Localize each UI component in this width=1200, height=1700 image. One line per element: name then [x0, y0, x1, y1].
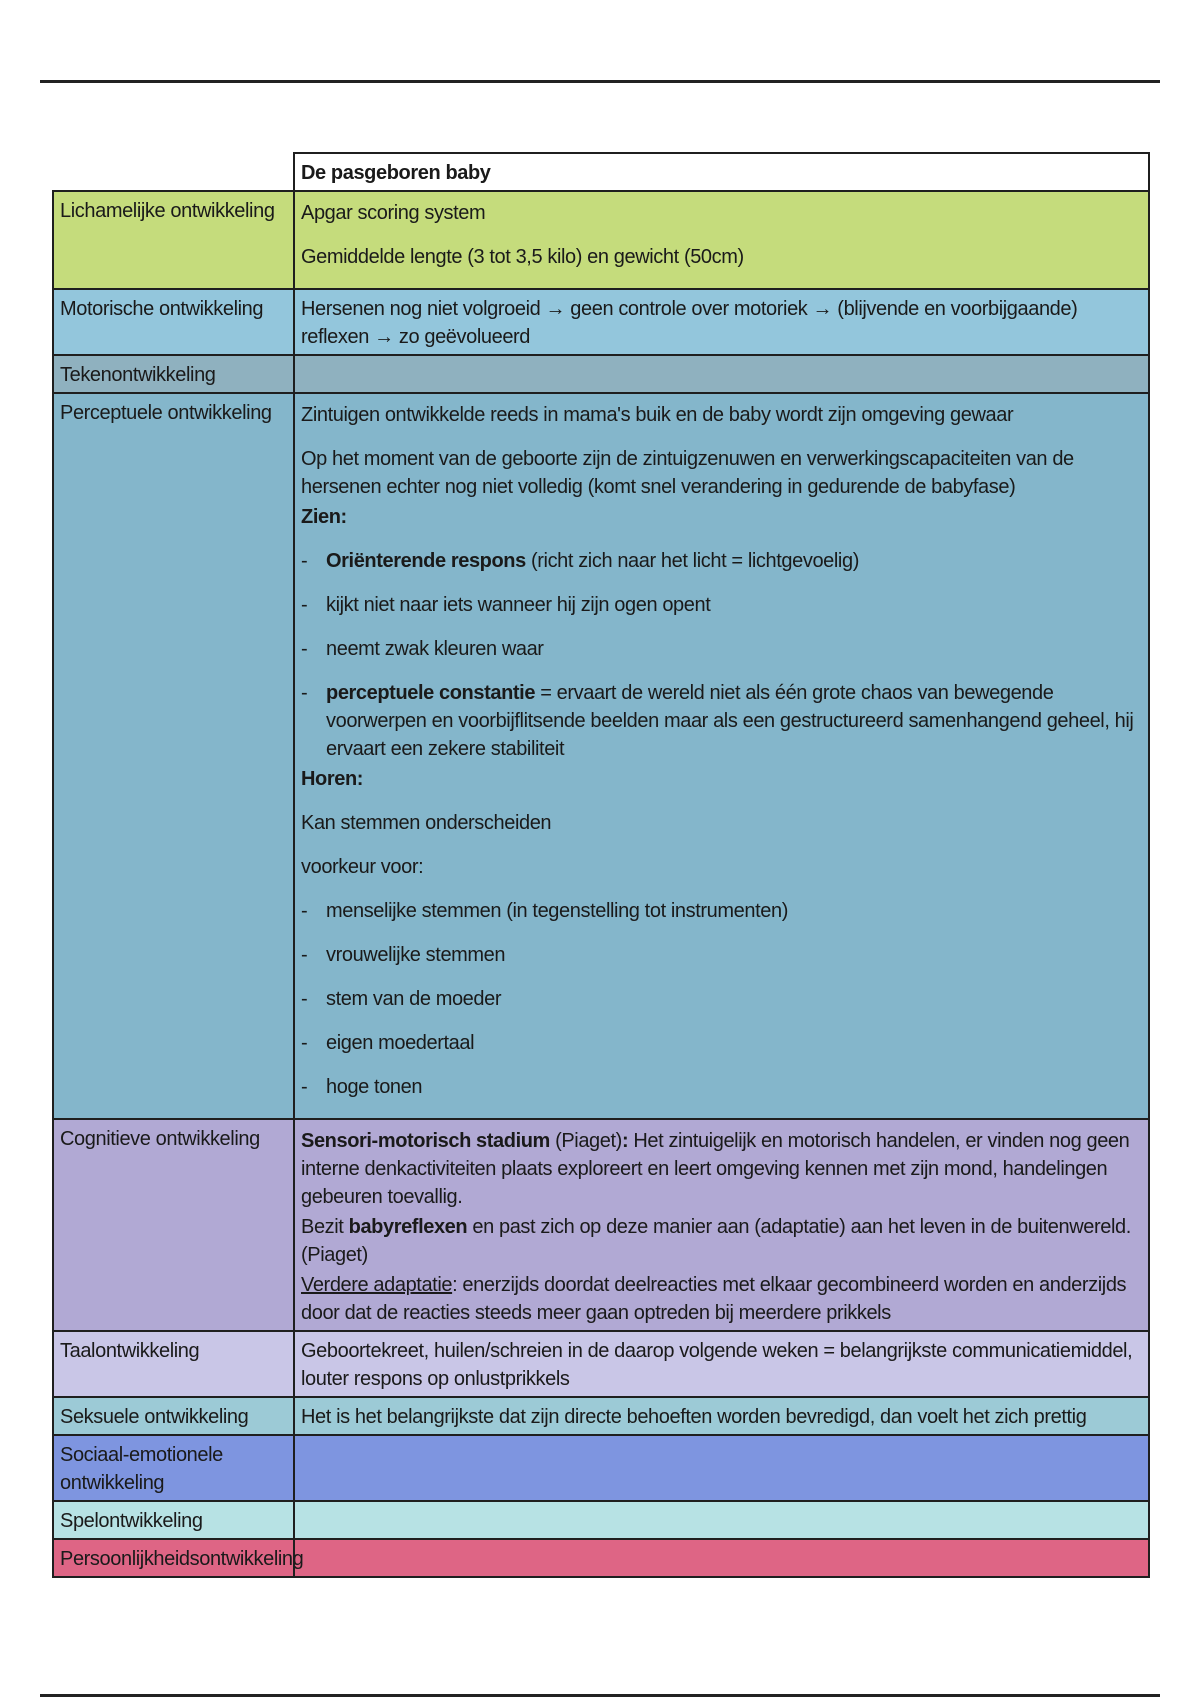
content-paragraph: Bezit babyreflexen en past zich op deze manier aan (adaptatie) aan het leven in de buitenwereld. (Piaget) [301, 1216, 1131, 1266]
content-line: voorkeur voor: [301, 856, 424, 878]
bullet-dash: - [301, 1076, 308, 1098]
row-content [294, 191, 1149, 289]
row-content: Hersenen nog niet volgroeid → geen controle over motoriek → (blijvende en voorbijgaande) reflexen → zo geëvolueerd [294, 289, 1149, 355]
header-corner [53, 153, 294, 191]
row-content-empty [294, 1501, 1149, 1539]
column-title: De pasgeboren baby [294, 153, 1149, 191]
bottom-rule [40, 1694, 1160, 1697]
row-label: Sociaal-emotionele ontwikkeling [53, 1435, 294, 1501]
list-item: - kijkt niet naar iets wanneer hij zijn ogen opent [301, 589, 1142, 633]
bullet-dash: - [301, 944, 308, 966]
row-content-empty [294, 1539, 1149, 1577]
row-spel [53, 1501, 1149, 1539]
content-line: Zintuigen ontwikkelde reeds in mama's buik en de baby wordt zijn omgeving gewaar [301, 404, 1014, 426]
row-label: Taalontwikkeling [53, 1331, 294, 1397]
row-taal [53, 1331, 1149, 1397]
list-item: - neemt zwak kleuren waar [301, 633, 1142, 677]
row-label: Tekenontwikkeling [53, 355, 294, 393]
bold-term: Sensori-motorisch stadium [301, 1130, 550, 1152]
bullet-dash: - [301, 900, 308, 922]
row-label: Cognitieve ontwikkeling [53, 1119, 294, 1331]
row-content: Geboortekreet, huilen/schreien in de daarop volgende weken = belangrijkste communicatiemiddel, louter respons op onlustprikkels [294, 1331, 1149, 1397]
list-item: - Oriënterende respons (richt zich naar het licht = lichtgevoelig) [301, 545, 1142, 589]
row-label: Persoonlijkheidsontwikkeling [53, 1539, 294, 1577]
row-label: Motorische ontwikkeling [53, 289, 294, 355]
content-paragraph: Op het moment van de geboorte zijn de zintuigzenuwen en verwerkingscapaciteiten van de hersenen echter nog niet volledig (komt snel verandering in gedurende de babyfase) [301, 448, 1074, 498]
list-item: - stem van de moeder [301, 983, 1142, 1027]
row-sociaal-emotioneel [53, 1435, 1149, 1501]
list-item: - menselijke stemmen (in tegenstelling tot instrumenten) [301, 895, 1142, 939]
row-perceptueel [53, 393, 1149, 1119]
content-line: Apgar scoring system [301, 202, 486, 224]
section-heading-zien: Zien: [301, 506, 347, 528]
row-teken [53, 355, 1149, 393]
bullet-dash: - [301, 638, 308, 660]
row-label: Lichamelijke ontwikkeling [53, 191, 294, 289]
row-content [294, 1119, 1149, 1331]
underlined-term: Verdere adaptatie [301, 1274, 453, 1296]
row-cognitief [53, 1119, 1149, 1331]
bullet-dash: - [301, 988, 308, 1010]
top-rule [40, 80, 1160, 83]
row-content [294, 393, 1149, 1119]
row-content: Het is het belangrijkste dat zijn directe behoeften worden bevredigd, dan voelt het zich prettig [294, 1397, 1149, 1435]
bullet-dash: - [301, 594, 308, 616]
list-item: - vrouwelijke stemmen [301, 939, 1142, 983]
bold-term: perceptuele constantie [326, 682, 536, 704]
list-item: - eigen moedertaal [301, 1027, 1142, 1071]
row-content-empty [294, 1435, 1149, 1501]
row-seksueel [53, 1397, 1149, 1435]
content-line: Kan stemmen onderscheiden [301, 812, 552, 834]
header-row [53, 153, 1149, 191]
bullet-dash: - [301, 1032, 308, 1054]
bold-term: Oriënterende respons [326, 550, 526, 572]
content-paragraph: Verdere adaptatie: enerzijds doordat deelreacties met elkaar gecombineerd worden en anderzijds door dat de reacties steeds meer gaan optreden bij meerdere prikkels [301, 1274, 1127, 1324]
content-paragraph: Sensori-motorisch stadium (Piaget): Het zintuigelijk en motorisch handelen, er vinden nog geen interne denkactiviteiten plaats exploreert en leert omgeving kennen met zijn mond, handelingen gebeuren toevallig. [301, 1130, 1130, 1208]
row-label: Seksuele ontwikkeling [53, 1397, 294, 1435]
row-label: Spelontwikkeling [53, 1501, 294, 1539]
row-label: Perceptuele ontwikkeling [53, 393, 294, 1119]
list-item: - hoge tonen [301, 1071, 1142, 1115]
development-table [52, 152, 1150, 1578]
bold-term: babyreflexen [348, 1216, 468, 1238]
content-line: Gemiddelde lengte (3 tot 3,5 kilo) en gewicht (50cm) [301, 246, 744, 268]
section-heading-horen: Horen: [301, 768, 364, 790]
bullet-dash: - [301, 550, 308, 572]
list-item: - perceptuele constantie = ervaart de wereld niet als één grote chaos van bewegende voorwerpen en voorbijflitsende beelden maar als een gestructureerd samenhangend geheel, hij ervaart een zekere stabiliteit [301, 677, 1142, 763]
row-persoonlijkheid [53, 1539, 1149, 1577]
row-lichamelijk [53, 191, 1149, 289]
row-motorisch [53, 289, 1149, 355]
row-content-empty [294, 355, 1149, 393]
bullet-dash: - [301, 682, 308, 704]
